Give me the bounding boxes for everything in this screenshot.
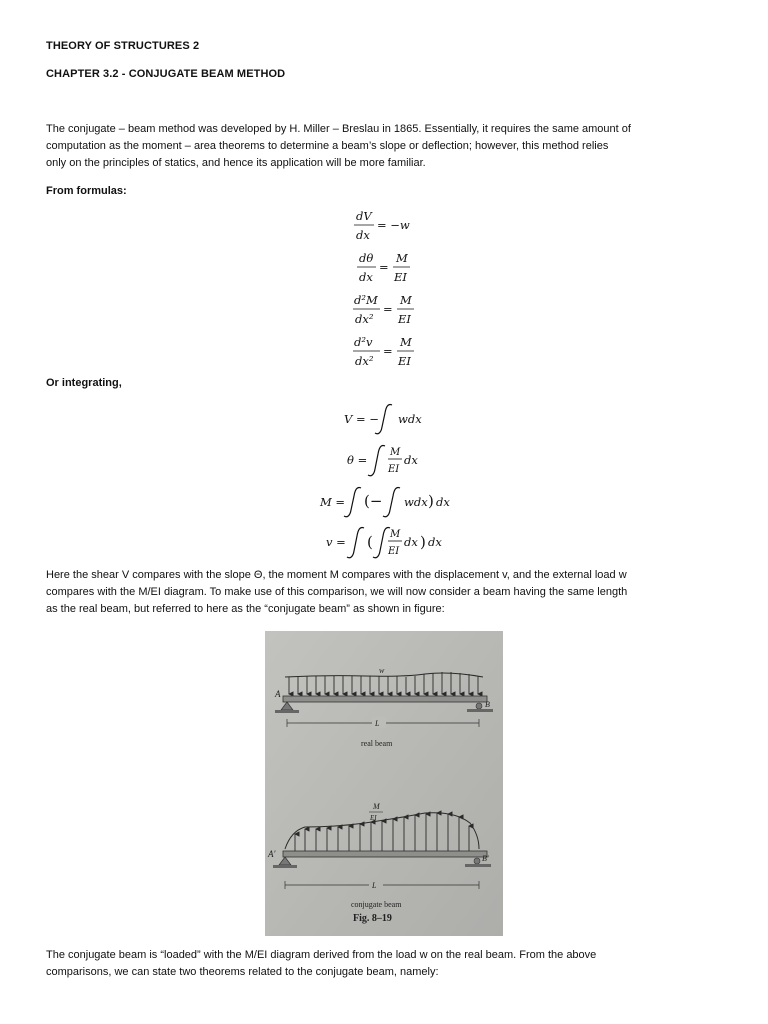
equation-d2v-dx2	[352, 334, 418, 373]
eq-equals: =	[383, 344, 393, 358]
closing-line: comparisons, we can state two theorems related to the conjugate beam, namely:	[46, 966, 439, 978]
equation-moment-integral	[318, 484, 458, 523]
chapter-title: CHAPTER 3.2 - CONJUGATE BEAM METHOD	[46, 68, 286, 80]
mei-denominator: EI	[370, 814, 377, 822]
equation-shear-integral	[342, 401, 442, 440]
length-label: L	[372, 881, 377, 890]
roller-support-icon	[476, 703, 482, 709]
integral-sign-icon	[368, 445, 385, 475]
eq-numerator: dV	[356, 209, 372, 223]
eq-numerator: d²v	[354, 335, 373, 349]
figure-caption: Fig. 8–19	[353, 913, 392, 924]
eq-numerator: M	[390, 529, 401, 540]
eq-equals: =	[383, 302, 393, 316]
eq-mid: dx	[404, 535, 418, 549]
length-label: L	[375, 719, 380, 728]
eq-open-paren: (−	[364, 492, 383, 510]
comparison-line: as the real beam, but referred to here as the “conjugate beam” as shown in figure:	[46, 603, 445, 615]
integrating-label: Or integrating,	[46, 377, 122, 389]
real-beam-caption: real beam	[361, 739, 393, 748]
eq-numerator: M	[390, 447, 401, 458]
eq-numerator: M	[396, 251, 408, 265]
eq-numerator: M	[400, 293, 412, 307]
eq-numerator: dθ	[359, 251, 374, 265]
eq-tail: dx	[428, 535, 442, 549]
eq-close-paren: )	[420, 533, 426, 551]
conjugate-beam-caption: conjugate beam	[351, 900, 402, 909]
from-formulas-label: From formulas:	[46, 185, 127, 197]
eq-denominator: dx²	[355, 354, 374, 368]
eq-denominator: EI	[398, 312, 411, 326]
comparison-paragraph	[46, 567, 723, 618]
eq-lhs: M =	[320, 495, 346, 509]
intro-line: only on the principles of statics, and hence its application will be more familiar.	[46, 157, 426, 169]
roller-support-icon	[474, 858, 480, 864]
eq-denominator: dx²	[355, 312, 374, 326]
eq-tail: dx	[436, 495, 450, 509]
eq-denominator: dx	[356, 228, 370, 242]
integral-sign-icon	[383, 487, 400, 516]
eq-lhs: θ =	[347, 453, 368, 467]
eq-lhs: v =	[326, 535, 346, 549]
support-b-prime-label: B′	[482, 854, 489, 863]
eq-denominator: EI	[398, 354, 411, 368]
conjugate-beam-figure	[265, 631, 503, 936]
integral-sign-icon	[347, 527, 364, 557]
eq-numerator: d²M	[354, 293, 378, 307]
ground-icon	[275, 710, 299, 713]
eq-rhs: = −w	[377, 218, 410, 232]
eq-denominator: EI	[388, 464, 400, 475]
ground-icon	[273, 865, 297, 868]
support-a-prime-label: A′	[268, 849, 276, 859]
comparison-line: Here the shear V compares with the slope Θ, the moment M compares with the displacement v, and the external load w	[46, 569, 627, 581]
eq-tail: dx	[404, 453, 418, 467]
real-beam	[283, 696, 487, 702]
integral-sign-icon	[344, 487, 361, 516]
intro-line: computation as the moment – area theorems to determine a beam’s slope or deflection; however, this method relies	[46, 140, 609, 152]
course-title: THEORY OF STRUCTURES 2	[46, 40, 200, 52]
eq-equals: =	[379, 260, 389, 274]
ground-icon	[465, 864, 491, 867]
eq-denominator: EI	[388, 546, 400, 557]
closing-paragraph	[46, 947, 723, 981]
equation-dtheta-dx	[356, 250, 416, 289]
equation-slope-integral	[345, 442, 435, 483]
load-label: w	[379, 666, 385, 675]
equation-dv-dx	[352, 208, 422, 247]
eq-numerator: M	[400, 335, 412, 349]
equation-d2m-dx2	[352, 292, 418, 331]
support-b-label: B	[485, 700, 490, 709]
support-a-label: A	[275, 689, 281, 699]
eq-open-paren: (	[367, 533, 373, 551]
eq-denominator: EI	[394, 270, 407, 284]
intro-line: The conjugate – beam method was developed by H. Miller – Breslau in 1865. Essentially, it requires the same amount of	[46, 123, 631, 135]
intro-paragraph	[46, 121, 723, 172]
eq-integrand: wdx	[398, 412, 422, 426]
closing-line: The conjugate beam is “loaded” with the M/EI diagram derived from the load w on the real beam. From the above	[46, 949, 597, 961]
mei-numerator: M	[373, 802, 380, 811]
eq-close-paren: )	[428, 492, 434, 510]
conjugate-beam	[283, 851, 487, 857]
eq-integrand: wdx	[404, 495, 428, 509]
eq-denominator: dx	[359, 270, 373, 284]
equation-deflection-integral	[324, 524, 454, 565]
comparison-line: compares with the M/EI diagram. To make use of this comparison, we will now consider a beam having the same length	[46, 586, 628, 598]
ground-icon	[467, 709, 493, 712]
eq-lhs: V = −	[344, 412, 379, 426]
